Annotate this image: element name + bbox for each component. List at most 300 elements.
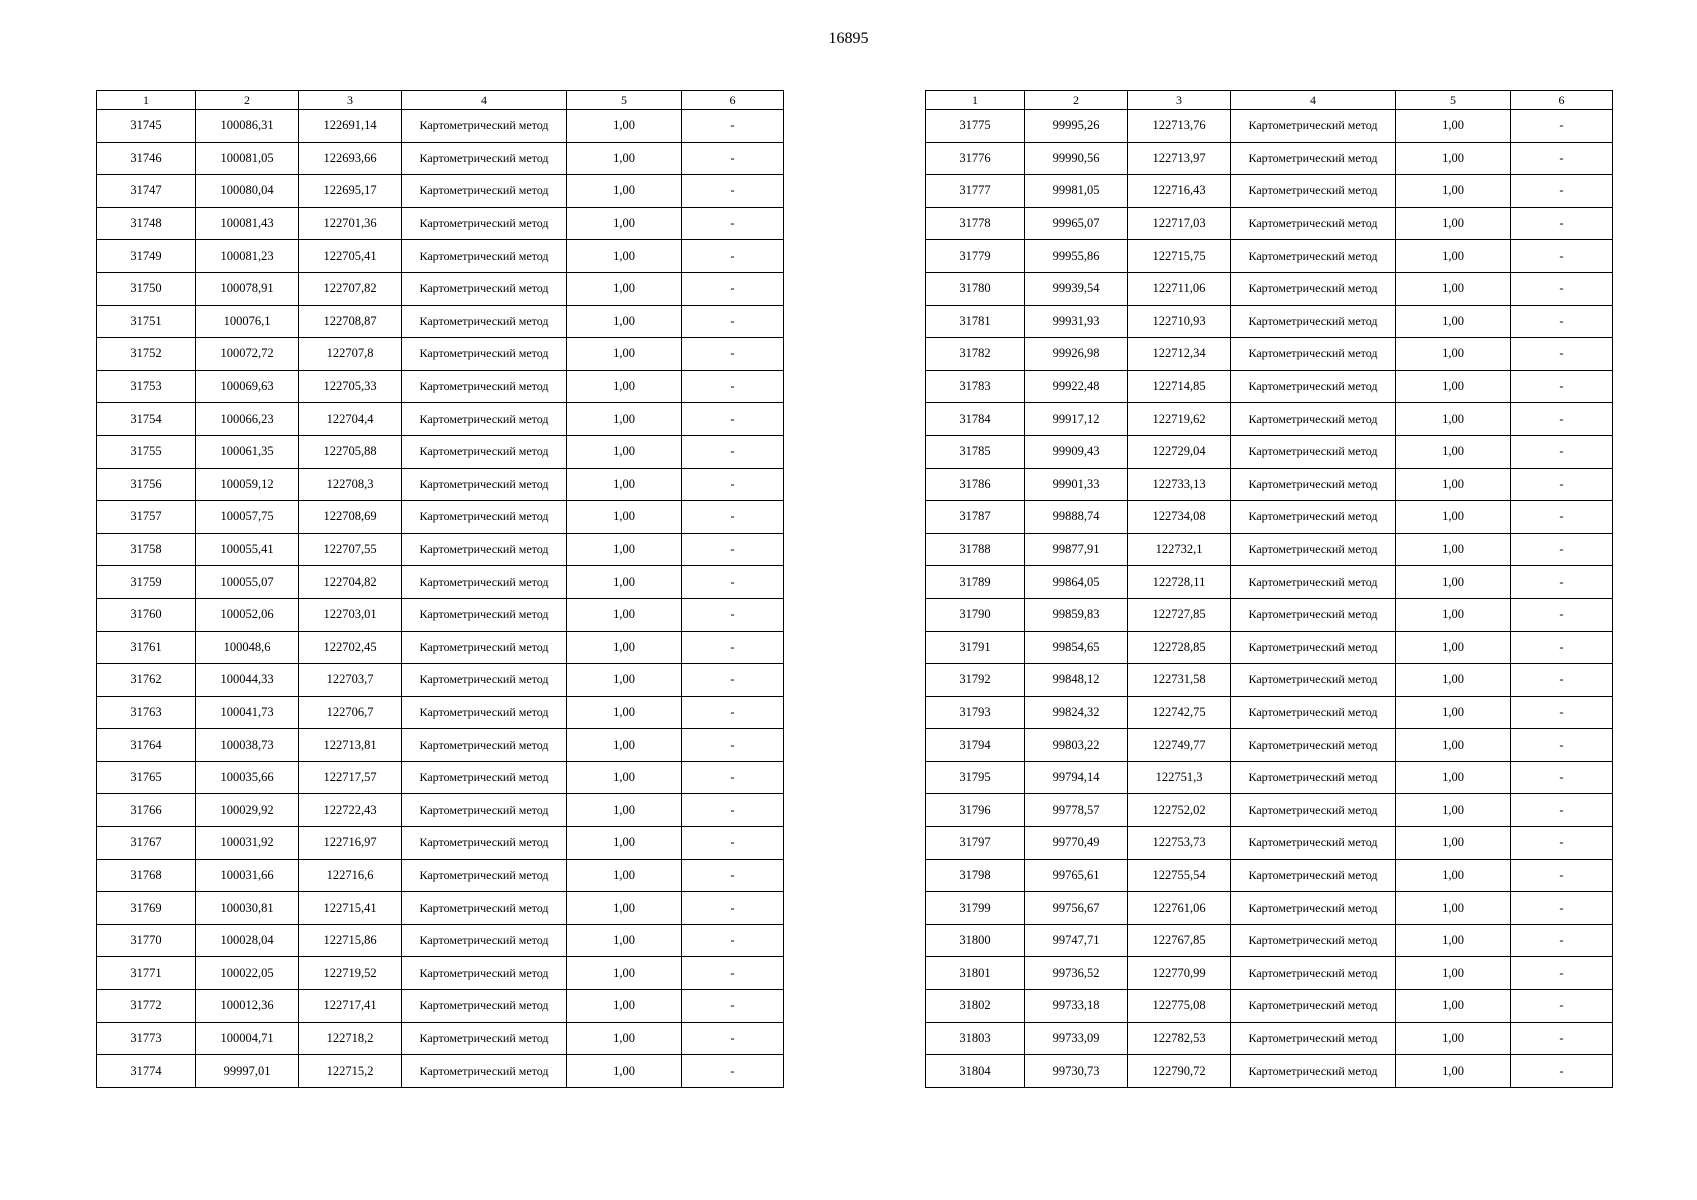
x-coordinate-cell: 99888,74 [1025,501,1128,534]
x-coordinate-cell: 99848,12 [1025,664,1128,697]
y-coordinate-cell: 122703,01 [299,598,402,631]
x-coordinate-cell: 99736,52 [1025,957,1128,990]
method-cell: Картометрический метод [402,859,567,892]
note-cell: - [682,468,784,501]
note-cell: - [682,338,784,371]
method-cell: Картометрический метод [402,468,567,501]
y-coordinate-cell: 122734,08 [1128,501,1231,534]
method-cell: Картометрический метод [1231,729,1396,762]
table-row [926,338,1613,371]
method-cell: Картометрический метод [402,338,567,371]
point-number-cell: 31748 [97,207,196,240]
note-cell: - [682,501,784,534]
method-cell: Картометрический метод [1231,240,1396,273]
note-cell: - [682,175,784,208]
table-row [926,435,1613,468]
note-cell: - [1511,924,1613,957]
note-cell: - [682,859,784,892]
table-row [926,990,1613,1023]
x-coordinate-cell: 99901,33 [1025,468,1128,501]
x-coordinate-cell: 99877,91 [1025,533,1128,566]
table-row [97,338,784,371]
table-row [97,892,784,925]
table-row [97,729,784,762]
accuracy-cell: 1,00 [567,370,682,403]
method-cell: Картометрический метод [1231,175,1396,208]
x-coordinate-cell: 100078,91 [196,272,299,305]
accuracy-cell: 1,00 [1396,664,1511,697]
point-number-cell: 31747 [97,175,196,208]
table-row [926,631,1613,664]
method-cell: Картометрический метод [1231,403,1396,436]
note-cell: - [682,566,784,599]
note-cell: - [1511,533,1613,566]
method-cell: Картометрический метод [402,240,567,273]
point-number-cell: 31753 [97,370,196,403]
y-coordinate-cell: 122705,33 [299,370,402,403]
accuracy-cell: 1,00 [1396,566,1511,599]
x-coordinate-cell: 100022,05 [196,957,299,990]
point-number-cell: 31799 [926,892,1025,925]
table-row [97,859,784,892]
accuracy-cell: 1,00 [567,240,682,273]
accuracy-cell: 1,00 [567,468,682,501]
point-number-cell: 31790 [926,598,1025,631]
table-row [97,403,784,436]
y-coordinate-cell: 122705,41 [299,240,402,273]
x-coordinate-cell: 99794,14 [1025,761,1128,794]
point-number-cell: 31774 [97,1055,196,1088]
y-coordinate-cell: 122742,75 [1128,696,1231,729]
point-number-cell: 31794 [926,729,1025,762]
y-coordinate-cell: 122732,1 [1128,533,1231,566]
y-coordinate-cell: 122749,77 [1128,729,1231,762]
accuracy-cell: 1,00 [567,631,682,664]
y-coordinate-cell: 122716,6 [299,859,402,892]
y-coordinate-cell: 122706,7 [299,696,402,729]
note-cell: - [682,598,784,631]
point-number-cell: 31761 [97,631,196,664]
method-cell: Картометрический метод [1231,957,1396,990]
x-coordinate-cell: 99859,83 [1025,598,1128,631]
table-row [926,370,1613,403]
x-coordinate-cell: 99733,09 [1025,1022,1128,1055]
accuracy-cell: 1,00 [1396,370,1511,403]
table-row [926,468,1613,501]
method-cell: Картометрический метод [1231,794,1396,827]
y-coordinate-cell: 122727,85 [1128,598,1231,631]
method-cell: Картометрический метод [402,990,567,1023]
column-header-2: 2 [1025,91,1128,110]
accuracy-cell: 1,00 [1396,1055,1511,1088]
y-coordinate-cell: 122714,85 [1128,370,1231,403]
y-coordinate-cell: 122693,66 [299,142,402,175]
point-number-cell: 31757 [97,501,196,534]
accuracy-cell: 1,00 [567,1022,682,1055]
table-row [926,142,1613,175]
y-coordinate-cell: 122707,55 [299,533,402,566]
table-header-row [926,91,1613,110]
note-cell: - [1511,990,1613,1023]
x-coordinate-cell: 100052,06 [196,598,299,631]
method-cell: Картометрический метод [402,501,567,534]
point-number-cell: 31749 [97,240,196,273]
method-cell: Картометрический метод [402,272,567,305]
table-row [97,631,784,664]
note-cell: - [682,272,784,305]
accuracy-cell: 1,00 [1396,240,1511,273]
note-cell: - [1511,729,1613,762]
x-coordinate-cell: 99922,48 [1025,370,1128,403]
column-header-3: 3 [1128,91,1231,110]
accuracy-cell: 1,00 [1396,403,1511,436]
table-header-row [97,91,784,110]
column-header-4: 4 [402,91,567,110]
x-coordinate-cell: 99917,12 [1025,403,1128,436]
y-coordinate-cell: 122713,97 [1128,142,1231,175]
accuracy-cell: 1,00 [567,403,682,436]
table-row [97,598,784,631]
method-cell: Картометрический метод [402,1055,567,1088]
table-row [926,175,1613,208]
x-coordinate-cell: 100069,63 [196,370,299,403]
x-coordinate-cell: 100031,66 [196,859,299,892]
accuracy-cell: 1,00 [1396,957,1511,990]
table-row [97,370,784,403]
accuracy-cell: 1,00 [567,207,682,240]
x-coordinate-cell: 99931,93 [1025,305,1128,338]
accuracy-cell: 1,00 [567,142,682,175]
coordinates-table-left [96,90,784,1088]
y-coordinate-cell: 122715,41 [299,892,402,925]
note-cell: - [682,1022,784,1055]
table-row [97,664,784,697]
method-cell: Картометрический метод [402,403,567,436]
y-coordinate-cell: 122707,8 [299,338,402,371]
table-row [97,794,784,827]
y-coordinate-cell: 122719,52 [299,957,402,990]
x-coordinate-cell: 100055,41 [196,533,299,566]
point-number-cell: 31802 [926,990,1025,1023]
method-cell: Картометрический метод [402,533,567,566]
y-coordinate-cell: 122701,36 [299,207,402,240]
table-row [97,924,784,957]
x-coordinate-cell: 100038,73 [196,729,299,762]
y-coordinate-cell: 122733,13 [1128,468,1231,501]
note-cell: - [1511,207,1613,240]
point-number-cell: 31760 [97,598,196,631]
note-cell: - [1511,435,1613,468]
method-cell: Картометрический метод [1231,435,1396,468]
note-cell: - [1511,1022,1613,1055]
accuracy-cell: 1,00 [1396,794,1511,827]
point-number-cell: 31784 [926,403,1025,436]
x-coordinate-cell: 100012,36 [196,990,299,1023]
table-row [926,924,1613,957]
note-cell: - [682,110,784,143]
x-coordinate-cell: 99995,26 [1025,110,1128,143]
method-cell: Картометрический метод [1231,142,1396,175]
note-cell: - [1511,305,1613,338]
accuracy-cell: 1,00 [567,175,682,208]
point-number-cell: 31771 [97,957,196,990]
method-cell: Картометрический метод [402,664,567,697]
method-cell: Картометрический метод [402,924,567,957]
x-coordinate-cell: 99747,71 [1025,924,1128,957]
note-cell: - [1511,859,1613,892]
table-row [926,794,1613,827]
note-cell: - [1511,598,1613,631]
x-coordinate-cell: 99778,57 [1025,794,1128,827]
x-coordinate-cell: 100072,72 [196,338,299,371]
point-number-cell: 31766 [97,794,196,827]
x-coordinate-cell: 100076,1 [196,305,299,338]
accuracy-cell: 1,00 [567,435,682,468]
method-cell: Картометрический метод [402,729,567,762]
x-coordinate-cell: 99981,05 [1025,175,1128,208]
x-coordinate-cell: 100004,71 [196,1022,299,1055]
point-number-cell: 31754 [97,403,196,436]
note-cell: - [682,207,784,240]
table-row [926,305,1613,338]
note-cell: - [682,370,784,403]
y-coordinate-cell: 122710,93 [1128,305,1231,338]
table-row [97,566,784,599]
table-row [97,1055,784,1088]
method-cell: Картометрический метод [1231,827,1396,860]
accuracy-cell: 1,00 [1396,990,1511,1023]
y-coordinate-cell: 122755,54 [1128,859,1231,892]
y-coordinate-cell: 122761,06 [1128,892,1231,925]
accuracy-cell: 1,00 [567,892,682,925]
method-cell: Картометрический метод [1231,207,1396,240]
method-cell: Картометрический метод [402,957,567,990]
accuracy-cell: 1,00 [567,501,682,534]
coordinates-table-right [925,90,1613,1088]
accuracy-cell: 1,00 [1396,435,1511,468]
table-row [926,598,1613,631]
y-coordinate-cell: 122708,3 [299,468,402,501]
table-row [926,566,1613,599]
note-cell: - [1511,761,1613,794]
method-cell: Картометрический метод [402,1022,567,1055]
accuracy-cell: 1,00 [567,794,682,827]
note-cell: - [1511,501,1613,534]
note-cell: - [682,924,784,957]
accuracy-cell: 1,00 [1396,598,1511,631]
point-number-cell: 31768 [97,859,196,892]
accuracy-cell: 1,00 [1396,924,1511,957]
note-cell: - [1511,696,1613,729]
point-number-cell: 31788 [926,533,1025,566]
point-number-cell: 31745 [97,110,196,143]
point-number-cell: 31755 [97,435,196,468]
x-coordinate-cell: 99955,86 [1025,240,1128,273]
accuracy-cell: 1,00 [567,338,682,371]
y-coordinate-cell: 122719,62 [1128,403,1231,436]
column-header-5: 5 [1396,91,1511,110]
table-row [97,827,784,860]
table-row [97,240,784,273]
x-coordinate-cell: 99926,98 [1025,338,1128,371]
x-coordinate-cell: 99997,01 [196,1055,299,1088]
accuracy-cell: 1,00 [567,566,682,599]
method-cell: Картометрический метод [402,207,567,240]
note-cell: - [682,240,784,273]
y-coordinate-cell: 122704,82 [299,566,402,599]
table-row [97,696,784,729]
accuracy-cell: 1,00 [567,729,682,762]
method-cell: Картометрический метод [402,370,567,403]
note-cell: - [682,761,784,794]
y-coordinate-cell: 122717,03 [1128,207,1231,240]
y-coordinate-cell: 122782,53 [1128,1022,1231,1055]
accuracy-cell: 1,00 [567,761,682,794]
note-cell: - [1511,142,1613,175]
accuracy-cell: 1,00 [1396,468,1511,501]
table-row [926,1055,1613,1088]
table-row [926,761,1613,794]
y-coordinate-cell: 122753,73 [1128,827,1231,860]
point-number-cell: 31777 [926,175,1025,208]
table-row [97,142,784,175]
accuracy-cell: 1,00 [1396,207,1511,240]
x-coordinate-cell: 99770,49 [1025,827,1128,860]
y-coordinate-cell: 122713,81 [299,729,402,762]
y-coordinate-cell: 122790,72 [1128,1055,1231,1088]
note-cell: - [1511,957,1613,990]
table-row [926,827,1613,860]
y-coordinate-cell: 122708,87 [299,305,402,338]
method-cell: Картометрический метод [1231,566,1396,599]
x-coordinate-cell: 99803,22 [1025,729,1128,762]
y-coordinate-cell: 122767,85 [1128,924,1231,957]
x-coordinate-cell: 100081,23 [196,240,299,273]
table-row [97,110,784,143]
note-cell: - [682,696,784,729]
table-row [926,696,1613,729]
column-header-1: 1 [97,91,196,110]
note-cell: - [682,990,784,1023]
point-number-cell: 31800 [926,924,1025,957]
point-number-cell: 31795 [926,761,1025,794]
method-cell: Картометрический метод [402,696,567,729]
method-cell: Картометрический метод [402,566,567,599]
x-coordinate-cell: 99756,67 [1025,892,1128,925]
method-cell: Картометрический метод [1231,468,1396,501]
point-number-cell: 31797 [926,827,1025,860]
x-coordinate-cell: 100031,92 [196,827,299,860]
point-number-cell: 31801 [926,957,1025,990]
accuracy-cell: 1,00 [567,827,682,860]
method-cell: Картометрический метод [1231,859,1396,892]
note-cell: - [682,403,784,436]
y-coordinate-cell: 122708,69 [299,501,402,534]
accuracy-cell: 1,00 [1396,338,1511,371]
point-number-cell: 31750 [97,272,196,305]
y-coordinate-cell: 122705,88 [299,435,402,468]
column-header-6: 6 [1511,91,1613,110]
x-coordinate-cell: 100044,33 [196,664,299,697]
point-number-cell: 31803 [926,1022,1025,1055]
x-coordinate-cell: 100081,05 [196,142,299,175]
point-number-cell: 31770 [97,924,196,957]
note-cell: - [682,794,784,827]
x-coordinate-cell: 100081,43 [196,207,299,240]
accuracy-cell: 1,00 [567,305,682,338]
y-coordinate-cell: 122695,17 [299,175,402,208]
accuracy-cell: 1,00 [1396,533,1511,566]
point-number-cell: 31765 [97,761,196,794]
accuracy-cell: 1,00 [1396,892,1511,925]
accuracy-cell: 1,00 [567,110,682,143]
note-cell: - [682,305,784,338]
point-number-cell: 31752 [97,338,196,371]
y-coordinate-cell: 122718,2 [299,1022,402,1055]
method-cell: Картометрический метод [402,631,567,664]
column-header-5: 5 [567,91,682,110]
point-number-cell: 31798 [926,859,1025,892]
point-number-cell: 31764 [97,729,196,762]
y-coordinate-cell: 122712,34 [1128,338,1231,371]
point-number-cell: 31780 [926,272,1025,305]
point-number-cell: 31775 [926,110,1025,143]
point-number-cell: 31756 [97,468,196,501]
note-cell: - [682,631,784,664]
method-cell: Картометрический метод [1231,924,1396,957]
note-cell: - [682,142,784,175]
note-cell: - [1511,468,1613,501]
y-coordinate-cell: 122717,57 [299,761,402,794]
x-coordinate-cell: 100066,23 [196,403,299,436]
y-coordinate-cell: 122731,58 [1128,664,1231,697]
accuracy-cell: 1,00 [1396,1022,1511,1055]
table-row [926,957,1613,990]
x-coordinate-cell: 99733,18 [1025,990,1128,1023]
method-cell: Картометрический метод [402,598,567,631]
x-coordinate-cell: 100080,04 [196,175,299,208]
point-number-cell: 31762 [97,664,196,697]
point-number-cell: 31791 [926,631,1025,664]
note-cell: - [682,957,784,990]
accuracy-cell: 1,00 [1396,859,1511,892]
method-cell: Картометрический метод [1231,1022,1396,1055]
accuracy-cell: 1,00 [1396,272,1511,305]
y-coordinate-cell: 122716,43 [1128,175,1231,208]
method-cell: Картометрический метод [402,761,567,794]
note-cell: - [1511,240,1613,273]
method-cell: Картометрический метод [402,892,567,925]
table-row [926,729,1613,762]
table-row [97,990,784,1023]
note-cell: - [1511,370,1613,403]
method-cell: Картометрический метод [1231,338,1396,371]
note-cell: - [1511,566,1613,599]
note-cell: - [1511,175,1613,208]
method-cell: Картометрический метод [1231,892,1396,925]
x-coordinate-cell: 99939,54 [1025,272,1128,305]
note-cell: - [682,664,784,697]
accuracy-cell: 1,00 [567,664,682,697]
table-row [97,207,784,240]
point-number-cell: 31783 [926,370,1025,403]
y-coordinate-cell: 122752,02 [1128,794,1231,827]
x-coordinate-cell: 100048,6 [196,631,299,664]
point-number-cell: 31767 [97,827,196,860]
accuracy-cell: 1,00 [1396,110,1511,143]
point-number-cell: 31759 [97,566,196,599]
y-coordinate-cell: 122717,41 [299,990,402,1023]
